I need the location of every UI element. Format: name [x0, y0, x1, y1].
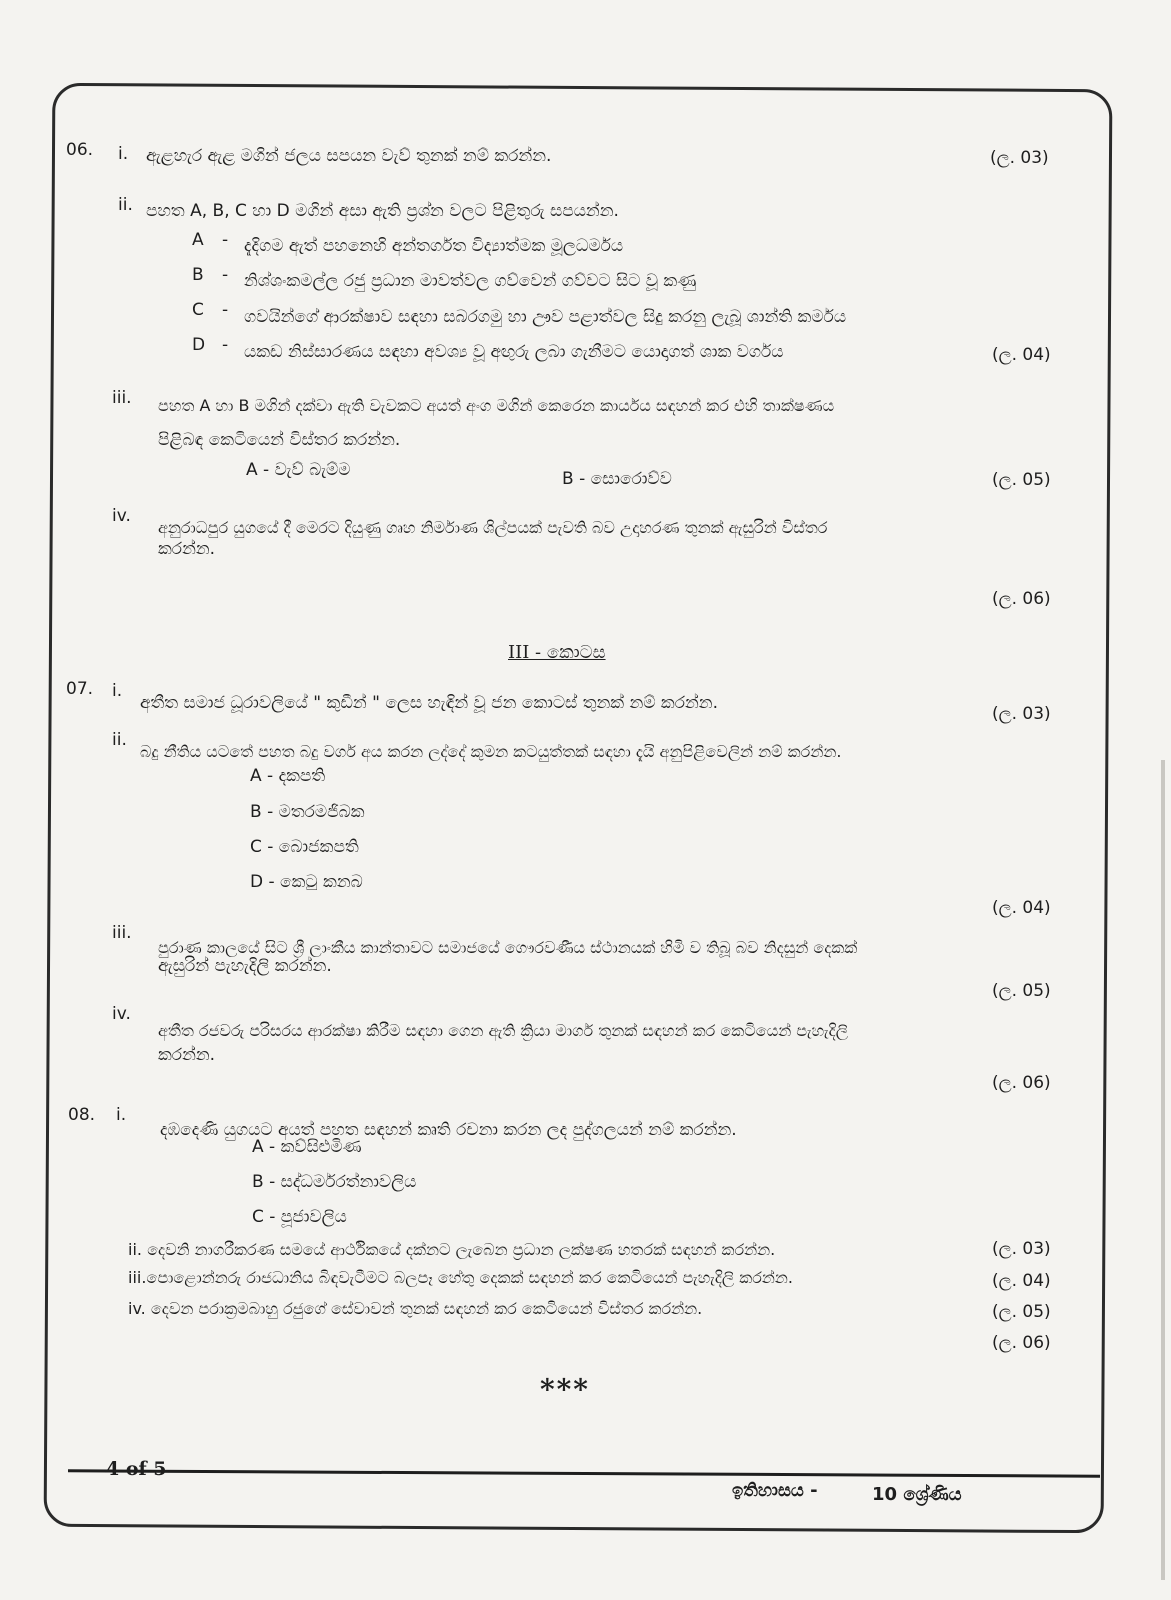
q06-iv-number: iv. — [112, 506, 131, 526]
q06-iii-line1: පහත A හා B මගින් දක්වා ඇති වැවකට අයත් අංග මගින් කෙරෙන කාර්යය සඳහන් කර එහි තාක්ෂණය — [158, 396, 835, 415]
q08-i-c: C - පූජාවලිය — [252, 1207, 347, 1227]
q07-iii-line2: ඇසුරින් පැහැදිලි කරන්න. — [158, 956, 332, 976]
q07-ii-c: C - බොජකපති — [250, 837, 359, 857]
q06-iii-marks: (ල. 05) — [992, 470, 1051, 490]
q07-ii-a: A - දකපති — [250, 766, 326, 786]
q08-i-number: i. — [116, 1105, 127, 1125]
q06-ii-c-dash: - — [222, 300, 229, 320]
q08-ii-text: ii. දෙවනි නාගරීකරණ සමයේ ආර්ථිකයේ දක්නට ලැබෙන ප්‍රධාන ලක්ෂණ හතරක් සඳහන් කරන්න. — [128, 1240, 776, 1259]
q06-ii-b-dash: - — [222, 265, 229, 285]
q06-ii-b-text: නිශ්ශංකමල්ල රජු ප්‍රධාන මාවත්වල ගව්වෙන් ගව්වට සිට වූ කණු — [244, 271, 697, 291]
q06-iv-line1: අනුරාධපුර යුගයේ දී මෙරට දියුණු ගෘහ නිර්මාණ ශිල්පයක් පැවති බව උදාහරණ තුනක් ඇසුරින් විස්තර — [158, 518, 828, 537]
q06-i-text: ඇළහැර ඇළ මගින් ජලය සපයන වැව් තුනක් නම් කරන්න. — [146, 146, 552, 166]
q06-iii-number: iii. — [112, 388, 132, 408]
page-number: 4 of 5 — [106, 1458, 167, 1480]
q07-iii-line1: පුරාණ කාලයේ සිට ශ්‍රී ලාංකීය කාන්තාවට සමාජයේ ගෞරවණීය ස්ථානයක් හිමි ව තිබූ බව නිදසුන් දෙකක් — [158, 938, 858, 957]
q07-iv-line1: අතීත රජවරු පරිසරය ආරක්ෂා කිරීම සඳහා ගෙන ඇති ක්‍රියා මාර්ග තුනක් සඳහන් කර කෙටියෙන් පැහැදිලි — [158, 1021, 848, 1040]
q06-ii-c-text: ගවයින්ගේ ආරක්ෂාව සඳහා සබරගමු හා ඌව පළාත්වල සිදු කරනු ලැබූ ශාන්ති කර්මය — [244, 307, 847, 327]
footer-subject: ඉතිහාසය - — [732, 1480, 818, 1501]
q08-iv-marks: (ල. 06) — [992, 1333, 1051, 1353]
end-marker: *** — [540, 1373, 590, 1406]
q07-ii-number: ii. — [112, 730, 127, 750]
q06-i-number: i. — [118, 144, 129, 164]
q06-ii-a-text: දැදිගම ඇත් පහනෙහි අන්තර්ගත විද්‍යාත්මක මූලධර්මය — [244, 236, 624, 256]
q06-ii-d-key: D — [192, 335, 206, 355]
q06-ii-c-key: C — [192, 300, 204, 320]
q06-iv-marks: (ල. 06) — [992, 589, 1051, 609]
q06-iii-line2: පිළිබඳ කෙටියෙන් විස්තර කරන්න. — [158, 430, 401, 450]
footer-grade: 10 ශ්‍රේණිය — [872, 1484, 962, 1505]
q07-ii-marks: (ල. 04) — [992, 898, 1051, 918]
q06-iii-option-b: B - සොරොව්ව — [562, 469, 672, 489]
section-title: III - කොටස — [508, 642, 606, 663]
q06-iv-line2: කරන්න. — [158, 539, 216, 559]
q06-iii-option-a: A - වැව් බැම්ම — [246, 460, 351, 480]
q06-ii-number: ii. — [118, 195, 133, 215]
q07-iv-number: iv. — [112, 1004, 131, 1024]
q08-iv-text: iv. දෙවන පරාක්‍රමබාහු රජුගේ සේවාවන් තුනක් සඳහන් කර කෙටියෙන් විස්තර කරන්න. — [128, 1299, 703, 1318]
q08-i-a: A - කව්සිළුමිණ — [252, 1137, 362, 1157]
q08-iii-marks: (ල. 05) — [992, 1302, 1051, 1322]
q08-iii-text: iii.පොළොන්නරු රාජධානිය බිඳවැටීමට බලපෑ හේතු දෙකක් සඳහන් කර කෙටියෙන් පැහැදිලි කරන්න. — [128, 1268, 793, 1287]
q07-ii-d: D - කෙටු කනබ — [250, 872, 363, 892]
q06-number: 06. — [66, 140, 94, 160]
q07-iv-line2: කරන්න. — [158, 1045, 216, 1065]
q08-i-text: දඹදෙණි යුගයට අයත් පහත සඳහන් කෘති රචනා කරන ලද පුද්ගලයන් නම් කරන්න. — [160, 1120, 737, 1140]
q06-ii-d-dash: - — [222, 335, 229, 355]
q07-ii-text: බදු නීතිය යටතේ පහත බදු වර්ග අය කරන ලද්දේ කුමන කටයුත්තක් සඳහා දැයි අනුපිළිවෙලින් නම් කරන්න. — [140, 742, 842, 761]
q06-ii-text: පහත A, B, C හා D මගින් අසා ඇති ප්‍රශ්න වලට පිළිතුරු සපයන්න. — [146, 201, 619, 221]
q07-iii-number: iii. — [112, 923, 132, 943]
q08-ii-marks: (ල. 04) — [992, 1271, 1051, 1291]
q07-ii-b: B - මතරමජිබක — [250, 802, 365, 822]
q08-i-b: B - සද්ධර්මරත්නාවලිය — [252, 1172, 417, 1192]
q08-number: 08. — [68, 1105, 96, 1125]
q06-ii-a-key: A — [192, 230, 204, 250]
q07-i-marks: (ල. 03) — [992, 704, 1051, 724]
q06-ii-b-key: B — [192, 265, 204, 285]
q07-number: 07. — [66, 679, 94, 699]
q08-i-marks: (ල. 03) — [992, 1239, 1051, 1259]
q06-ii-d-text: යකඩ නිස්සාරණය සඳහා අවශ්‍ය වූ අඟුරු ලබා ගැනීමට යොදාගත් ශාක වර්ගය — [244, 342, 784, 362]
q06-ii-marks: (ල. 04) — [992, 345, 1051, 365]
q06-ii-a-dash: - — [222, 230, 229, 250]
q07-iii-marks: (ල. 05) — [992, 981, 1051, 1001]
q06-i-marks: (ල. 03) — [990, 148, 1049, 168]
q07-i-number: i. — [112, 681, 123, 701]
scan-edge — [1161, 760, 1165, 1580]
q07-iv-marks: (ල. 06) — [992, 1073, 1051, 1093]
q07-i-text: අතීත සමාජ ධූරාවලියේ " කුඩීන් " ලෙස හැඳින් වූ ජන කොටස් තුනක් නම් කරන්න. — [140, 693, 719, 713]
